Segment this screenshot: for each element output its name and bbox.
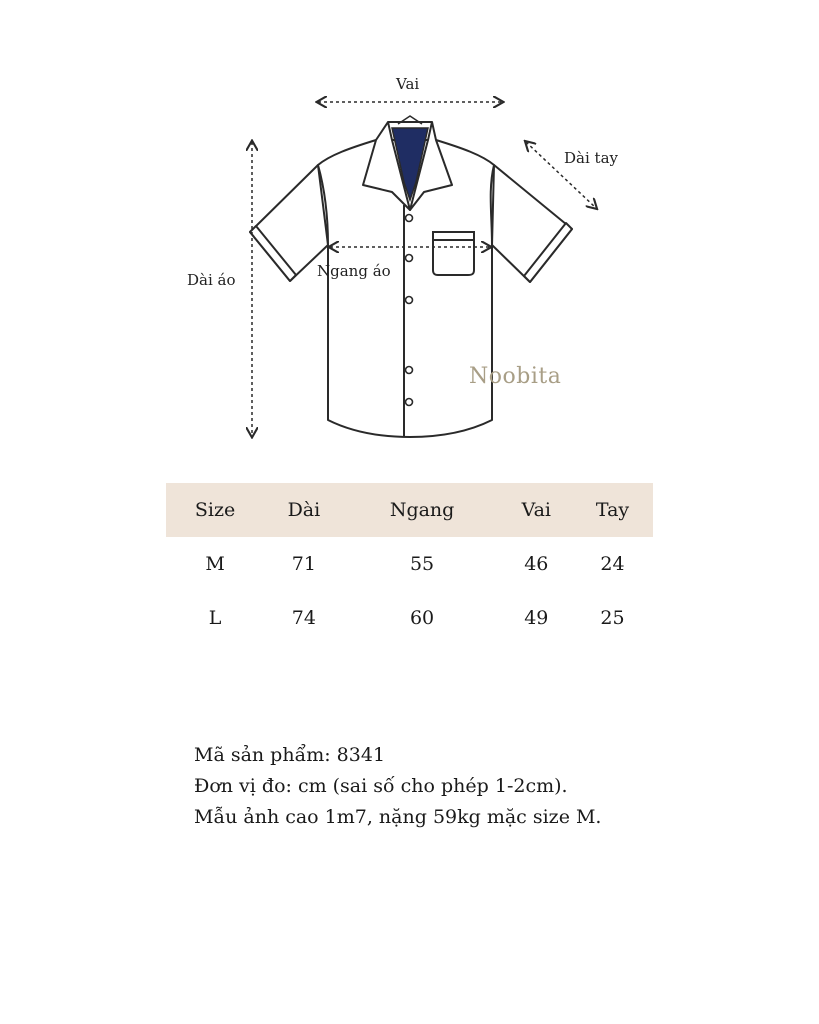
product-code: Mã sản phẩm: 8341	[194, 744, 386, 766]
size-table	[166, 483, 653, 645]
table-row	[166, 591, 653, 645]
model-info: Mẫu ảnh cao 1m7, nặng 59kg mặc size M.	[194, 806, 602, 828]
cell-size: L	[208, 607, 222, 629]
length-label: Dài áo	[187, 271, 236, 289]
product-notes	[194, 740, 601, 833]
shirt-illustration	[0, 0, 819, 470]
cell-chest: 55	[409, 553, 435, 575]
shirt-measurement-diagram	[0, 0, 819, 470]
sleeve-label: Dài tay	[564, 149, 618, 167]
header-sleeve: Tay	[595, 499, 630, 521]
header-shoulder: Vai	[521, 499, 551, 521]
header-chest: Ngang	[389, 499, 455, 521]
cell-sleeve: 24	[600, 553, 625, 575]
size-table-header	[166, 483, 653, 537]
chest-label: Ngang áo	[317, 262, 391, 280]
header-size: Size	[194, 499, 236, 521]
cell-length: 71	[291, 553, 316, 575]
header-length: Dài	[287, 499, 321, 521]
table-row	[166, 537, 653, 591]
brand-watermark: Noobita	[469, 364, 562, 389]
cell-shoulder: 46	[524, 553, 549, 575]
cell-length: 74	[291, 607, 316, 629]
cell-chest: 60	[409, 607, 435, 629]
shoulder-label: Vai	[396, 75, 420, 93]
cell-shoulder: 49	[524, 607, 549, 629]
cell-sleeve: 25	[600, 607, 625, 629]
cell-size: M	[205, 553, 225, 575]
measurement-unit-note: Đơn vị đo: cm (sai số cho phép 1-2cm).	[194, 775, 568, 797]
